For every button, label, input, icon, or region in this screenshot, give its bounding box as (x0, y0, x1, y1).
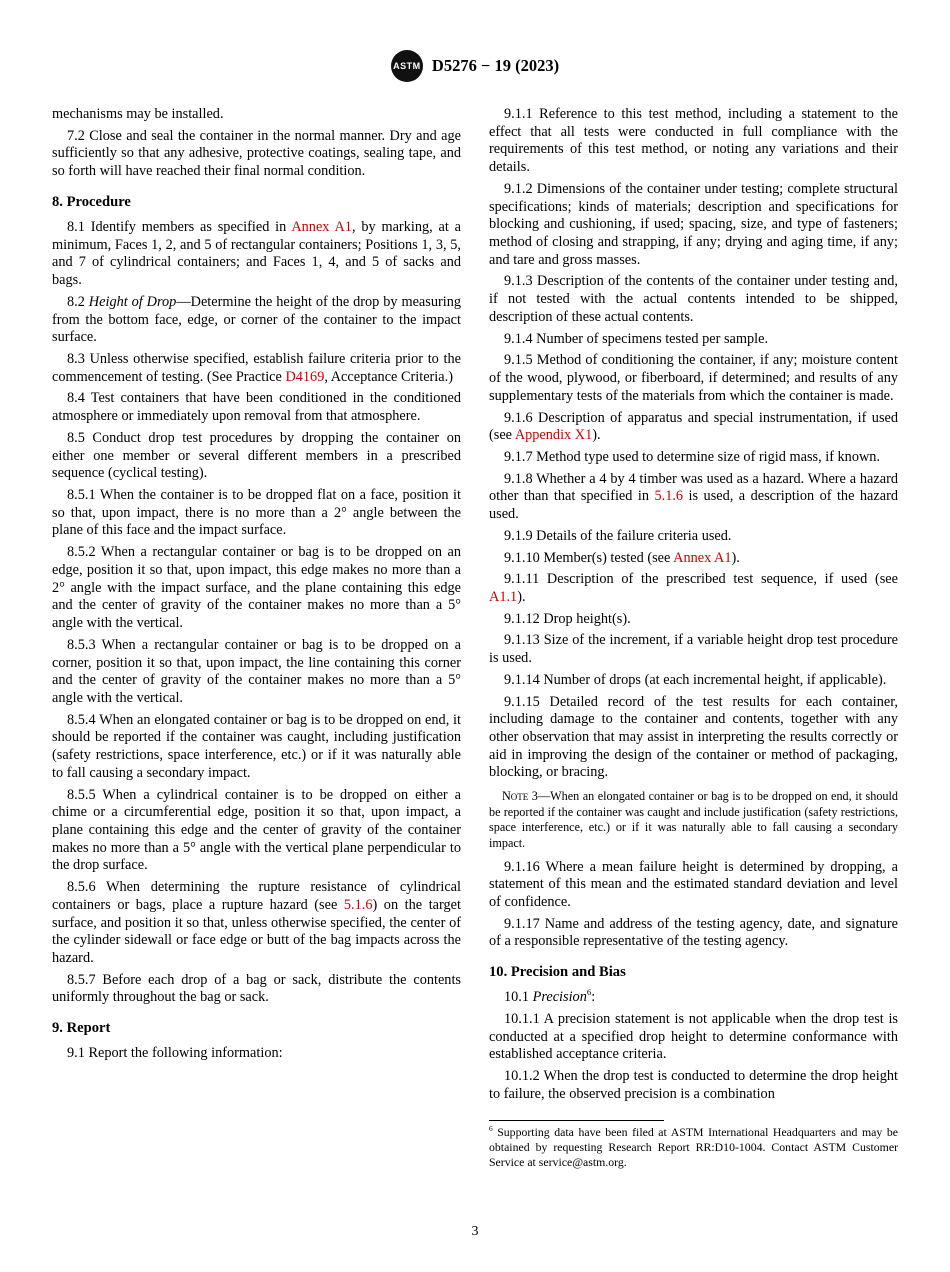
section-heading: 8. Procedure (52, 193, 131, 210)
text-segment: Note 3— (502, 789, 551, 804)
text-segment: 9.1.1 Reference to this test method, including a statement to the effect that all tests were conducted in full compliance with the requirements of this test method, or noting any variations and their details. (489, 106, 898, 176)
reference-link[interactable]: Appendix X1 (514, 427, 593, 444)
reference-link[interactable]: D4169 (285, 368, 325, 385)
body-paragraph (52, 219, 461, 290)
text-segment: 9.1.11 Description of the prescribed test sequence, if used (see (504, 571, 898, 588)
text-segment: 9.1.16 Where a mean failure height is determined by dropping, a statement of this mean and the estimated standard deviation and level of confidence. (489, 858, 898, 911)
text-segment: 8.5.1 When the container is to be dropped flat on a face, position it so that, upon impact, there is no more than a 2° angle between the plane of this face and the impact surface. (52, 487, 461, 539)
body-paragraph (52, 487, 461, 540)
text-segment: 9.1.17 Name and address of the testing agency, date, and signature of a responsible representative of the testing agency. (489, 915, 898, 950)
text-segment: 9.1 Report the following information: (67, 1045, 283, 1062)
text-segment: Supporting data have been filed at ASTM International Headquarters and may be obtained by requesting Research Report RR:D10-1004. Contact ASTM Customer Service at service@astm.org. (489, 1124, 898, 1170)
body-paragraph (489, 331, 898, 349)
body-paragraph (489, 694, 898, 783)
text-segment: Height of Drop (88, 293, 177, 310)
text-segment: : (591, 989, 596, 1006)
page-header (0, 0, 950, 82)
reference-link[interactable]: Annex A1 (291, 218, 352, 235)
text-segment: ). (592, 427, 601, 444)
text-segment: 9.1.6 Description of apparatus and special instrumentation, if used (see (489, 409, 898, 444)
text-segment: 7.2 Close and seal the container in the normal manner. Dry and age sufficiently so that any adhesive, protective coatings, sealing tape, and so forth will have reached their final normal condition. (52, 127, 461, 180)
body-paragraph (489, 471, 898, 524)
body-paragraph (489, 672, 898, 690)
text-segment: 10.1 (504, 989, 533, 1006)
body-paragraph (52, 712, 461, 783)
page-number: 3 (471, 1224, 479, 1239)
text-segment: 8.5.6 When determining the rupture resistance of cylindrical containers or bags, place a rupture hazard (see (52, 879, 461, 913)
text-segment: 9.1.14 Number of drops (at each incremental height, if applicable). (504, 671, 887, 688)
text-segment: 8.5.5 When a cylindrical container is to be dropped on either a chime or a circumferential edge, position it so that, upon impact, a plane containing this edge and the center of gravity of the container makes no more than a 5° angle with the vertical plane perpendicular to the drop surface. (52, 786, 461, 874)
text-segment: , by marking, at a minimum, Faces 1, 2, and 5 of rectangular containers; Positions 1, 3, 5, and 7 of cylindrical containers; and Faces 1, 4, and 5 of sacks and bags. (52, 218, 461, 289)
body-paragraph (489, 106, 898, 177)
section-heading: 9. Report (52, 1020, 111, 1037)
footnote-paragraph (489, 1125, 898, 1171)
note-paragraph (489, 789, 898, 851)
text-segment: 9.1.3 Description of the contents of the container under testing and, if not tested with the actual contents intended to be shipped, description of these actual contents. (489, 273, 898, 325)
text-segment: 10.1.2 When the drop test is conducted to determine the drop height to failure, the observed precision is a combination (489, 1068, 898, 1102)
body-paragraph (489, 550, 898, 568)
document-designation: D5276 − 19 (2023) (431, 56, 560, 75)
right-column (489, 106, 898, 1171)
body-paragraph (52, 544, 461, 633)
text-segment: 8.1 Identify members as specified in (67, 218, 292, 235)
body-paragraph (489, 273, 898, 326)
body-paragraph (489, 449, 898, 467)
text-segment: 8.5 Conduct drop test procedures by dropping the container on either one member or several different members in a prescribed sequence (cyclical testing). (52, 429, 461, 482)
text-segment: 9.1.9 Details of the failure criteria used. (504, 527, 732, 544)
text-segment: ) on the target surface, and position it so that, unless otherwise specified, the center of the cylinder sidewall or face edge or butt of the bag impacts across the hazard. (52, 896, 461, 966)
body-paragraph (489, 1011, 898, 1064)
text-segment: ). (731, 549, 740, 566)
text-segment: When an elongated container or bag is to be dropped on end, it should be reported if the container was caught and include justification (safety restrictions, space interference, etc.) or if it was naturally able to fall causing a secondary impact. (489, 789, 898, 850)
text-segment: is used, a description of the hazard used. (489, 488, 898, 523)
text-segment: , Acceptance Criteria.) (324, 368, 453, 385)
body-paragraph (52, 106, 461, 124)
text-segment: mechanisms may be installed. (52, 106, 224, 122)
body-paragraph (52, 972, 461, 1007)
reference-link[interactable]: 5.1.6 (343, 896, 373, 913)
body-paragraph (489, 989, 898, 1007)
text-segment: 8.5.3 When a rectangular container or bag is to be dropped on a corner, position it so that, upon impact, the line containing this corner and the center of gravity of the container makes no more than a 5° angle with the vertical. (52, 636, 461, 706)
body-paragraph (489, 352, 898, 405)
text-segment: 8.5.2 When a rectangular container or bag is to be dropped on an edge, position it so that, upon impact, this edge makes no more than a 2° angle with the impact surface, and the plane containing this edge and the center of gravity of the container makes no more than a 5° angle with the vertical. (52, 544, 461, 632)
body-paragraph (52, 1045, 461, 1063)
body-paragraph (489, 1068, 898, 1103)
text-segment: 8.4 Test containers that have been conditioned in the conditioned atmosphere or immediately upon removal from that atmosphere. (52, 390, 461, 425)
page-footer (0, 1224, 950, 1240)
reference-link[interactable]: 5.1.6 (654, 488, 684, 505)
body-paragraph (52, 879, 461, 968)
text-segment: 9.1.12 Drop height(s). (504, 610, 631, 627)
body-paragraph (489, 410, 898, 445)
body-paragraph (52, 128, 461, 181)
text-segment: 8.2 (67, 293, 89, 310)
section-heading: 10. Precision and Bias (489, 964, 626, 981)
text-segment: 6 (586, 987, 592, 998)
body-paragraph (52, 637, 461, 708)
text-segment: 9.1.5 Method of conditioning the container, if any; moisture content of the wood, plywood, or fiberboard, if determined; and results of any supplementary tests of the materials from which the container is made. (489, 352, 898, 404)
astm-logo-icon: ASTM (391, 50, 423, 82)
two-column-body (0, 82, 950, 1171)
text-segment: —Determine the height of the drop by measuring from the bottom face, edge, or corner of the container to the impact surface. (52, 293, 461, 346)
text-segment: ). (517, 588, 526, 605)
body-paragraph (52, 390, 461, 425)
reference-link[interactable]: Annex A1 (673, 549, 732, 566)
body-paragraph (489, 571, 898, 606)
text-segment: 9.1.13 Size of the increment, if a variable height drop test procedure is used. (489, 632, 898, 667)
text-segment: Precision (532, 989, 587, 1006)
text-segment: 9.1.2 Dimensions of the container under testing; complete structural specifications; kinds of materials; description and specifications for blocking and cushioning, if used; spacing, size, and type of fasteners; method of closing and strapping, if any; drying and aging time, if any; and tare and gross masses. (489, 180, 898, 268)
body-paragraph (489, 181, 898, 270)
text-segment: 9.1.10 Member(s) tested (see (504, 549, 674, 566)
reference-link[interactable]: A1.1 (489, 588, 518, 605)
text-segment: 10.1.1 A precision statement is not applicable when the drop test is conducted at a specified drop height to determine conformance with established acceptance criteria. (489, 1011, 898, 1063)
body-paragraph (489, 916, 898, 951)
body-paragraph (489, 859, 898, 912)
text-segment: 9.1.15 Detailed record of the test results for each container, including damage to the container and contents, together with any other observation that may assist in interpreting the results correctly or aid in improving the design of the container or method of packaging, blocking, or bracing. (489, 693, 898, 781)
text-segment: 8.3 Unless otherwise specified, establish failure criteria prior to the commencement of testing. (See Practice (52, 351, 461, 385)
body-paragraph (489, 528, 898, 546)
body-paragraph (52, 294, 461, 347)
body-paragraph (489, 632, 898, 667)
left-column (52, 106, 461, 1171)
body-paragraph (52, 351, 461, 386)
text-segment: 8.5.7 Before each drop of a bag or sack, distribute the contents uniformly throughout the bag or sack. (52, 971, 461, 1006)
text-segment: 9.1.8 Whether a 4 by 4 timber was used as a hazard. Where a hazard other than that specified in (489, 470, 898, 505)
body-paragraph (489, 611, 898, 629)
text-segment: 9.1.4 Number of specimens tested per sample. (504, 330, 769, 347)
body-paragraph (52, 787, 461, 876)
footnote-divider (489, 1120, 664, 1121)
text-segment: 9.1.7 Method type used to determine size of rigid mass, if known. (504, 448, 881, 465)
body-paragraph (52, 430, 461, 483)
text-segment: 8.5.4 When an elongated container or bag is to be dropped on end, it should be reported if the container was caught, including justification (safety restrictions, space interference, etc.) or if it was naturally able to fall causing a secondary impact. (52, 711, 461, 781)
text-segment: 6 (489, 1123, 493, 1133)
